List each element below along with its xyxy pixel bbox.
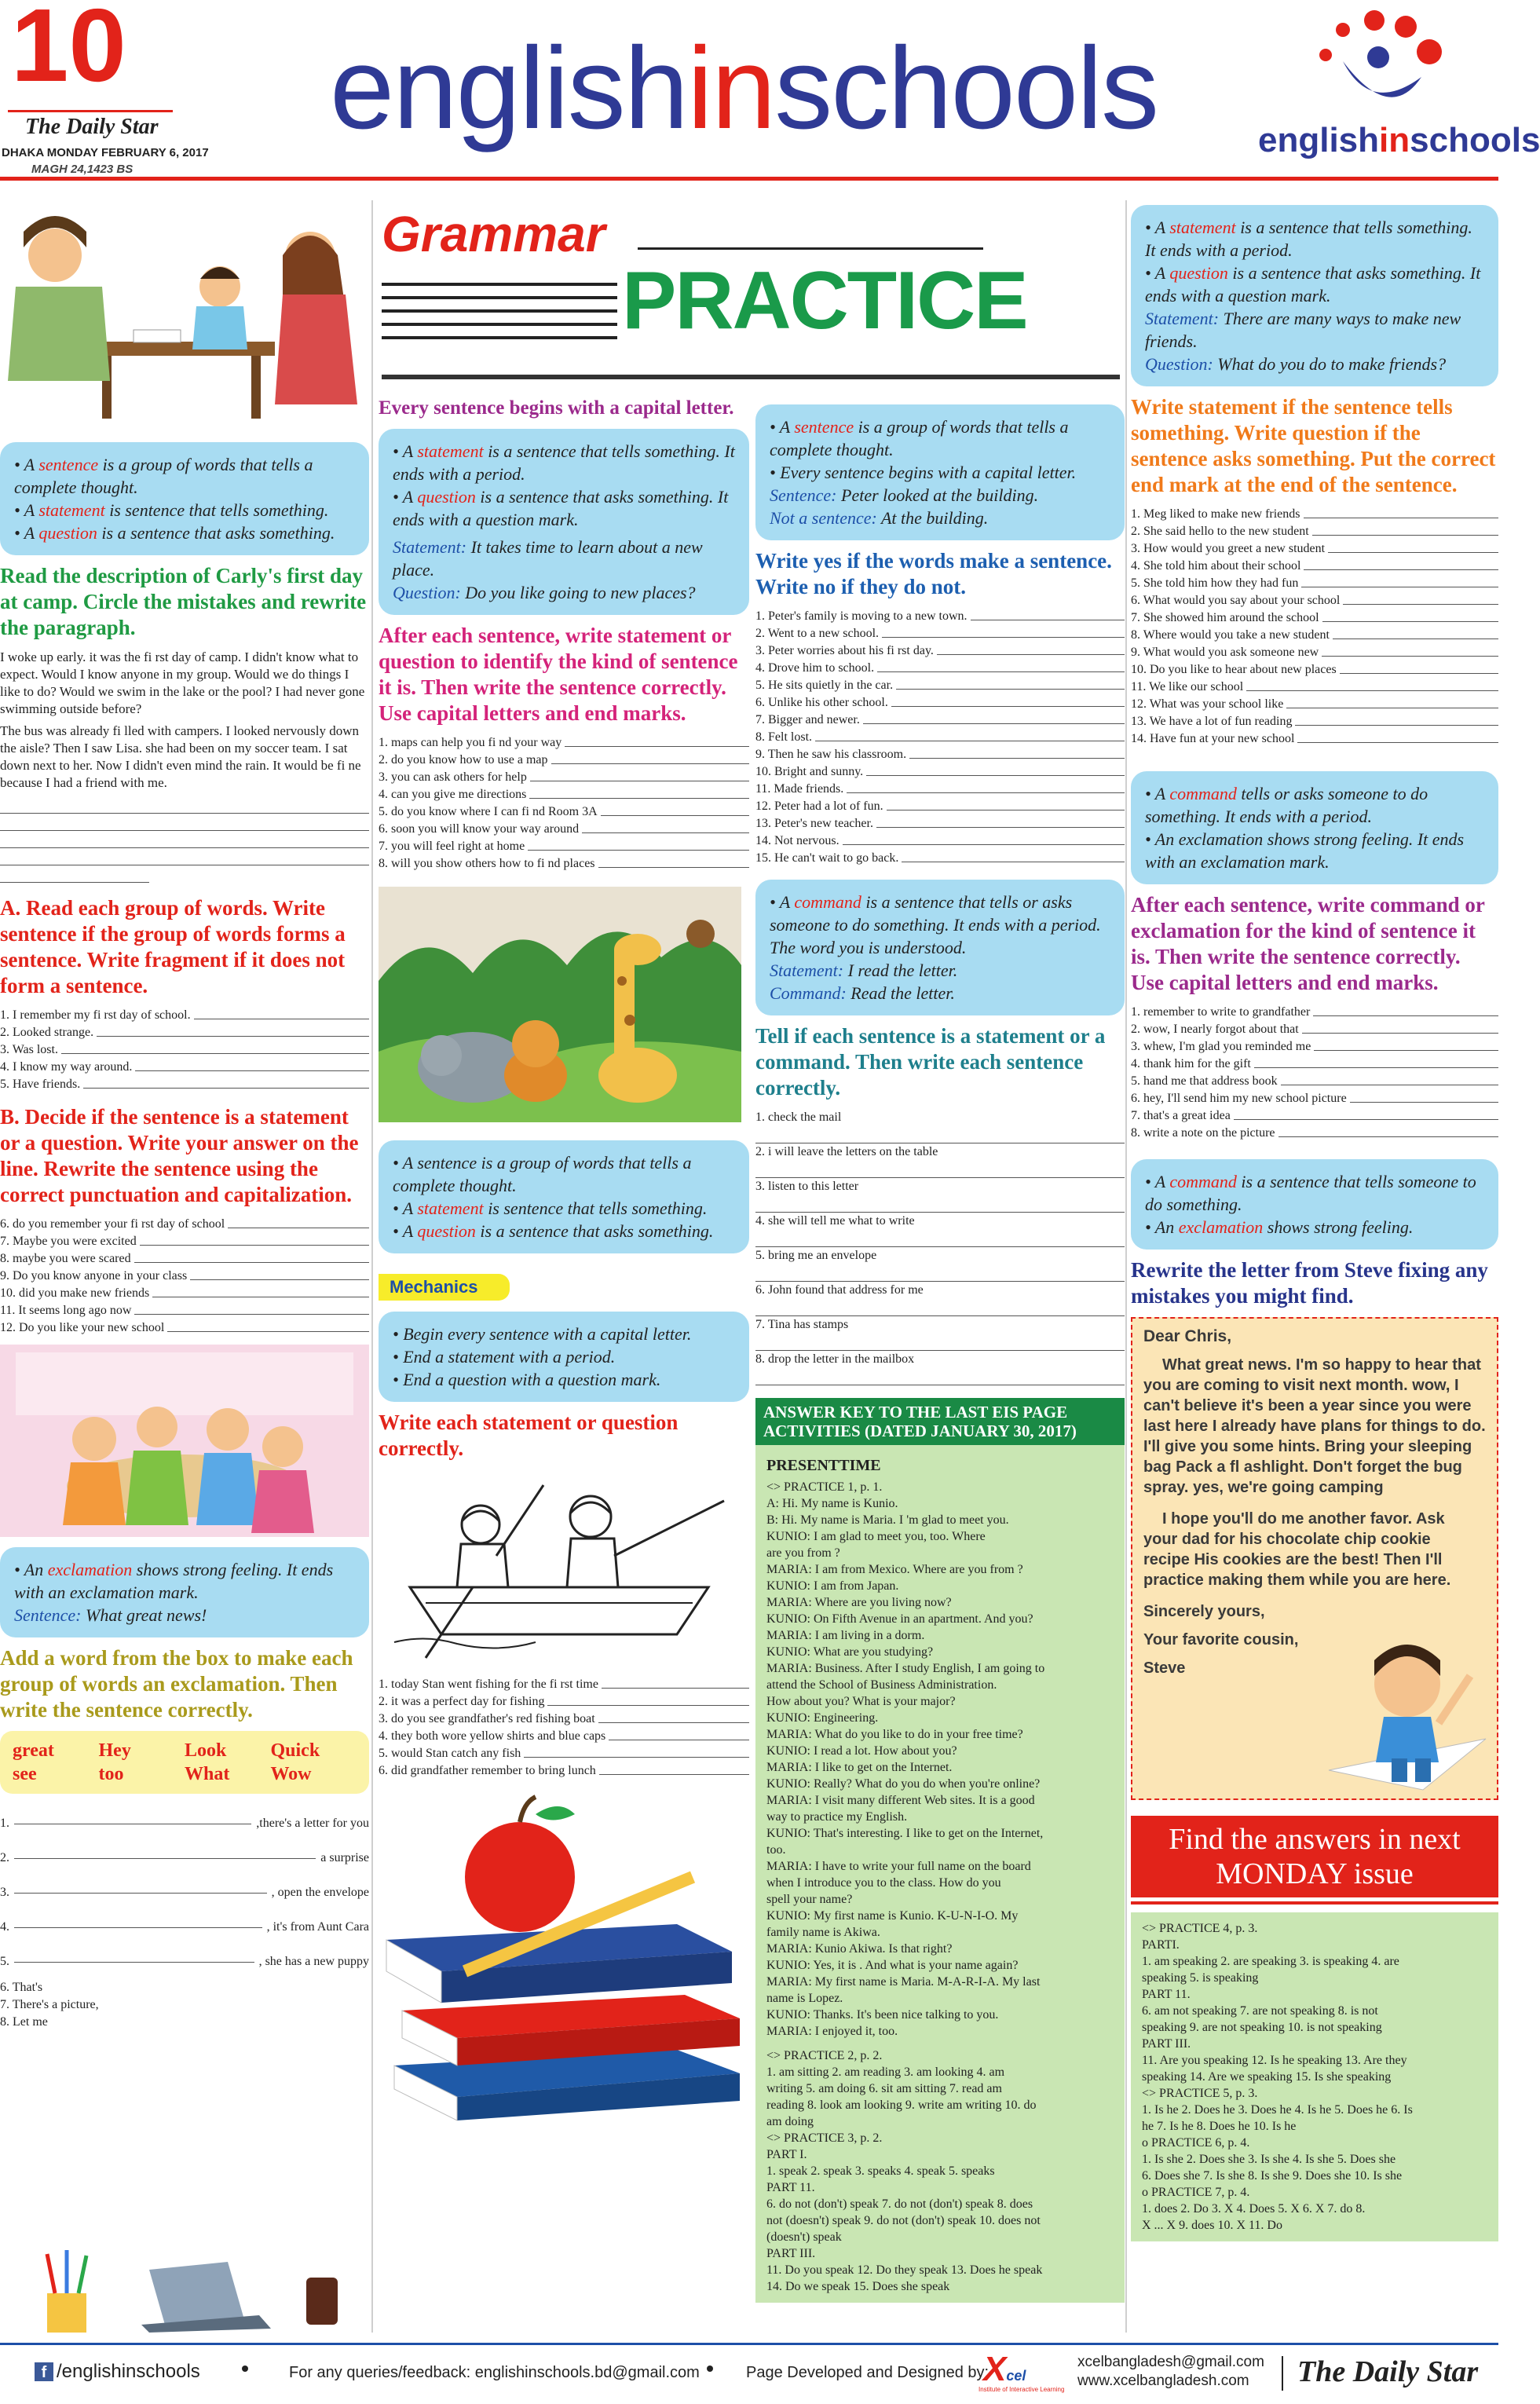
answer-key-line: MARIA: My first name is Maria. M-A-R-I-A. My last: [766, 1975, 1041, 1989]
list-item[interactable]: 2. i will leave the letters on the table: [755, 1145, 938, 1158]
list-item[interactable]: 5. would Stan catch any fish: [379, 1745, 749, 1762]
letter-box: [1131, 1317, 1498, 1800]
keyword-statement: statement: [417, 441, 484, 461]
answer-key-line: MARIA: I have to write your full name on the board: [766, 1860, 1031, 1873]
letter-closing: Your favorite cousin,: [1143, 1631, 1299, 1648]
definition-box: [0, 442, 369, 555]
answer-key-line: MARIA: Where are you living now?: [766, 1596, 952, 1609]
banner-rule: [382, 336, 617, 339]
column-4: [1131, 200, 1498, 2241]
banner-rule: [382, 296, 617, 299]
list-item[interactable]: 5. do you know where I can fi nd Room 3A: [379, 803, 749, 821]
answer-key-line: KUNIO: That's interesting. I like to get on the Internet,: [766, 1827, 1044, 1840]
answer-key-line: MARIA: What do you like to do in your free time?: [766, 1728, 1023, 1741]
keyword-sentence: sentence: [794, 417, 854, 437]
column-divider: [371, 200, 373, 2333]
answer-key-line: 1. does 2. Do 3. X 4. Does 5. X 6. X 7. do 8.: [1142, 2202, 1366, 2216]
list-item[interactable]: 11. We like our school: [1131, 679, 1498, 696]
list-item[interactable]: 5. , she has a new puppy: [0, 1955, 369, 1968]
answer-key-line: 1. Is he 2. Does he 3. Does he 4. Is he 5. Does he 6. Is: [1142, 2103, 1413, 2117]
list-item[interactable]: 8. maybe you were scared: [0, 1250, 369, 1268]
answer-key-line: o PRACTICE 7, p. 4.: [1142, 2186, 1250, 2199]
list-item[interactable]: 6. did grandfather remember to bring lunch: [379, 1762, 749, 1780]
answer-key-line: PARTI.: [1142, 1938, 1180, 1952]
keyword-exclamation: exclamation: [1178, 1217, 1264, 1237]
list-item[interactable]: 5. hand me that address book: [1131, 1073, 1498, 1090]
banner-practice: PRACTICE: [622, 255, 1027, 346]
list-item[interactable]: 11. Made friends.: [755, 781, 1125, 798]
answer-key-line: 1. Is she 2. Does she 3. Is she 4. Is she 5. Does she: [1142, 2153, 1396, 2166]
answer-key-line: <> PRACTICE 2, p. 2.: [766, 2049, 883, 2062]
word: great: [13, 1740, 54, 1761]
list-item[interactable]: 13. Peter's new teacher.: [755, 815, 1125, 832]
keyword-statement: statement: [417, 1198, 484, 1218]
answer-key-line: name is Lopez.: [766, 1992, 843, 2005]
answer-key-line: are you from ?: [766, 1546, 840, 1560]
answer-key-line: 14. Do we speak 15. Does she speak: [766, 2280, 950, 2293]
list-item[interactable]: 11. It seems long ago now: [0, 1302, 369, 1319]
camp-paragraph-2: The bus was already fi lled with campers. I looked nervously down the aisle? Then I saw Lisa. she had been on my soccer team. I sat down next to her. Now I didn't even mind the rain. It would be fi ne because I had a friend with me.: [0, 723, 361, 790]
list-item[interactable]: 10. Bright and sunny.: [755, 763, 1125, 781]
list-item[interactable]: 7. Bigger and newer.: [755, 712, 1125, 729]
keyword-sentence: sentence: [38, 455, 99, 474]
exercise-list-a: [0, 1007, 369, 1093]
bullet: • A: [14, 455, 39, 474]
answer-key-line: PART III.: [766, 2247, 816, 2260]
word: Quick: [270, 1740, 320, 1761]
xcel-logo-text: cel: [1006, 2368, 1026, 2384]
activity-heading-b: B. Decide if the sentence is a statement or a question. Write your answer on the line. Rewrite the sentence using the correct punctuation and capitalization.: [0, 1105, 359, 1206]
banner-rule: [382, 309, 617, 313]
label-not-a-sentence: Not a sentence:: [770, 508, 877, 528]
list-item[interactable]: 4. She told him about their school: [1131, 558, 1498, 575]
answer-key-line: writing 5. am doing 6. sit am sitting 7. read am: [766, 2082, 1002, 2095]
list-item[interactable]: 4. they both wore yellow shirts and blue caps: [379, 1728, 749, 1745]
answer-key-line: 1. speak 2. speak 3. speaks 4. speak 5. speaks: [766, 2164, 995, 2178]
answer-key-line: too.: [766, 1843, 786, 1857]
dateline-bs: MAGH 24,1423 BS: [31, 163, 134, 176]
mechanics-box: • Begin every sentence with a capital letter. • End a statement with a period. • End a question with a question mark.: [379, 1312, 749, 1402]
list-item[interactable]: 8. Felt lost.: [755, 729, 1125, 746]
logo-text: [1258, 121, 1540, 160]
separator-dot: [242, 2366, 248, 2372]
list-item[interactable]: 8. will you show others how to fi nd places: [379, 855, 749, 873]
answer-key-line: 11. Are you speaking 12. Is he speaking 13. Are they: [1142, 2054, 1407, 2067]
answer-key-line: speaking 14. Are we speaking 15. Is she speaking: [1142, 2070, 1392, 2084]
list-item[interactable]: 3. whew, I'm glad you reminded me: [1131, 1038, 1498, 1056]
word: too: [98, 1764, 124, 1784]
answer-key-line: KUNIO: Yes, it is . And what is your name again?: [766, 1959, 1019, 1972]
keyword-question: question: [417, 487, 476, 507]
list-item[interactable]: 4. Drove him to school.: [755, 660, 1125, 677]
xcel-logo: [983, 2350, 1026, 2389]
exercise-list-b: [0, 1216, 369, 1337]
list-item[interactable]: 1. remember to write to grandfather: [1131, 1004, 1498, 1021]
keyword-statement: statement: [1169, 218, 1236, 237]
list-item[interactable]: 7. Tina has stamps: [755, 1318, 849, 1331]
list-item[interactable]: 2. do you know how to use a map: [379, 752, 749, 769]
answer-key-line: PART 11.: [1142, 1988, 1191, 2001]
list-item[interactable]: 3. How would you greet a new student: [1131, 540, 1498, 558]
answer-key-line: How about you? What is your major?: [766, 1695, 956, 1708]
sentence-definition-box: • A sentence is a group of words that tells a complete thought. • Every sentence begins with a capital letter. Sentence: Peter looked at the building. Not a sentence: At the building.: [755, 404, 1125, 540]
list-item[interactable]: 3. Peter worries about his fi rst day.: [755, 642, 1125, 660]
fishing-boat-illustration: [379, 1469, 741, 1666]
activity-heading-a: A. Read each group of words. Write sentence if the group of words forms a sentence. Write fragment if it does not form a sentence.: [0, 896, 346, 997]
keyword-statement: statement: [38, 500, 105, 520]
activity-heading: Tell if each sentence is a statement or a command. Then write each sentence correctly.: [755, 1024, 1106, 1100]
answer-key-line: [766, 2040, 1114, 2047]
list-item[interactable]: 2. Looked strange.: [0, 1024, 369, 1041]
keyword-exclamation: exclamation: [47, 1560, 133, 1579]
answer-key-line: speaking 9. are not speaking 10. is not speaking: [1142, 2021, 1382, 2034]
word-box: [0, 1731, 369, 1794]
answer-key-line: MARIA: I like to get on the Internet.: [766, 1761, 953, 1774]
boy-on-paper-plane-illustration: [1329, 1629, 1486, 1794]
answer-key-line: 11. Do you speak 12. Do they speak 13. Does he speak: [766, 2263, 1043, 2277]
list-item[interactable]: 8. write a note on the picture: [1131, 1125, 1498, 1142]
command-box: • A command is a sentence that tells or asks someone to do something. It ends with a period. The word you is understood. Statement: I read the letter. Command: Read the letter.: [755, 880, 1125, 1015]
classroom-illustration: [0, 1345, 369, 1537]
answer-key-line: speaking 5. is speaking: [1142, 1971, 1259, 1985]
answer-key-line: X ... X 9. does 10. X 11. Do: [1142, 2219, 1282, 2232]
bullet: • A: [14, 523, 39, 543]
answer-key: [755, 1445, 1125, 2303]
answer-key-line: KUNIO: I am from Japan.: [766, 1579, 899, 1593]
divider: [1282, 2356, 1283, 2391]
activity-heading: Write each statement or question correctly.: [379, 1411, 679, 1460]
letter-closing: Sincerely yours,: [1143, 1603, 1265, 1620]
answer-key-line: o PRACTICE 6, p. 4.: [1142, 2136, 1250, 2150]
answer-key-line: 1. am speaking 2. are speaking 3. is speaking 4. are: [1142, 1955, 1399, 1968]
facebook-icon[interactable]: f: [35, 2362, 53, 2381]
answer-key-title: ANSWER KEY TO THE LAST EIS PAGE ACTIVITIES (DATED JANUARY 30, 2017): [755, 1398, 1125, 1445]
answer-key-line: KUNIO: Engineering.: [766, 1711, 879, 1725]
logo-schools: schools: [1410, 121, 1540, 159]
masthead-schools: schools: [774, 24, 1158, 153]
answer-key-line: attend the School of Business Administration.: [766, 1678, 997, 1692]
xcel-contact: [1077, 2353, 1264, 2391]
answer-key-line: not (doesn't) speak 9. do not (don't) speak 10. does not: [766, 2214, 1041, 2227]
answer-key-line: am doing: [766, 2115, 814, 2128]
answer-key-line: MARIA: I enjoyed it, too.: [766, 2025, 898, 2038]
list-item[interactable]: 3. Was lost.: [0, 1041, 369, 1059]
answer-key-continued: [1131, 1912, 1498, 2241]
definition-text: is sentence that tells something.: [104, 500, 329, 520]
label-statement: Statement:: [1145, 309, 1220, 328]
letter-greeting: Dear Chris,: [1143, 1327, 1232, 1345]
books-apple-illustration: [379, 1791, 741, 2120]
answer-key-line: <> PRACTICE 1, p. 1.: [766, 1480, 883, 1494]
column-1: [0, 200, 369, 2031]
list-item[interactable]: 7. She showed him around the school: [1131, 609, 1498, 627]
xcel-tagline: Institute of Interactive Learning: [979, 2386, 1065, 2393]
answer-key-line: <> PRACTICE 3, p. 2.: [766, 2131, 883, 2145]
letter-signature: Steve: [1143, 1659, 1186, 1677]
statement-question-box: • A statement is a sentence that tells something. It ends with a period. • A question is a sentence that asks something. It ends with a question mark. Statement: There are many ways to make new friends. Question: What do you do to make friends?: [1131, 205, 1498, 386]
list-item[interactable]: 6. John found that address for me: [755, 1283, 924, 1297]
activity-heading: Write yes if the words make a sentence. Write no if they do not.: [755, 549, 1112, 598]
list-item[interactable]: 1. check the mail: [755, 1111, 842, 1124]
keyword-command: command: [1169, 784, 1237, 803]
label-question: Question:: [393, 583, 461, 602]
list-item[interactable]: 7. There's a picture,: [0, 1998, 99, 2011]
list-item[interactable]: 1. Peter's family is moving to a new town.: [755, 608, 1125, 625]
word: Wow: [270, 1764, 312, 1784]
list-item[interactable]: 2. a surprise: [0, 1851, 369, 1864]
definition-text: is a sentence that asks something.: [97, 523, 335, 543]
definition-text: is a group of words that tells a complete thought.: [14, 455, 313, 497]
divider: [8, 110, 173, 112]
answer-key-line: <> PRACTICE 4, p. 3.: [1142, 1922, 1258, 1935]
camp-paragraph-1: I woke up early. it was the fi rst day of camp. I didn't know what to expect. Would I know anyone in my group. Would we do things I like to do? Would we swim in the lake or the pool? I had never gone swimming outside before?: [0, 649, 365, 716]
answer-key-line: PART I.: [766, 2148, 807, 2161]
answer-key-line: way to practice my English.: [766, 1810, 908, 1824]
teacher-children-illustration: [0, 200, 369, 432]
answer-key-line: 6. am not speaking 7. are not speaking 8. is not: [1142, 2004, 1378, 2018]
label-statement: Statement:: [393, 537, 467, 557]
word: see: [13, 1764, 37, 1784]
activity-heading: Add a word from the box to make each group of words an exclamation. Then write the sentence correctly.: [0, 1646, 353, 1722]
label-statement: Statement:: [770, 961, 844, 980]
activity-heading: Write statement if the sentence tells something. Write question if the sentence asks something. Put the correct end mark at the end of the sentence.: [1131, 395, 1496, 496]
label-command: Command:: [770, 983, 847, 1003]
list-item[interactable]: 6. That's: [0, 1981, 43, 1994]
answer-key-line: <> PRACTICE 5, p. 3.: [1142, 2087, 1258, 2100]
masthead-title: [330, 22, 1158, 156]
separator-dot: [707, 2366, 713, 2372]
answer-key-line: MARIA: I visit many different Web sites. It is a good: [766, 1794, 1035, 1807]
list-item[interactable]: 4. can you give me directions: [379, 786, 749, 803]
logo-english: english: [1258, 121, 1380, 159]
answer-key-line: family name is Akiwa.: [766, 1926, 880, 1939]
xcel-website[interactable]: www.xcelbangladesh.com: [1077, 2373, 1249, 2389]
letter-paragraph: I hope you'll do me another favor. Ask your dad for his chocolate chip cookie recipe His cookies are the best! Then I'll practice making them while you are here.: [1143, 1510, 1451, 1589]
list-item[interactable]: 8. Where would you take a new student: [1131, 627, 1498, 644]
list-item[interactable]: 10. Do you like to hear about new places: [1131, 661, 1498, 679]
list-item[interactable]: 3. do you see grandfather's red fishing boat: [379, 1711, 749, 1728]
list-item[interactable]: 8. drop the letter in the mailbox: [755, 1352, 915, 1366]
definition-box: • A sentence is a group of words that tells a complete thought. • A statement is sentence that tells something. • A question is a sentence that asks something.: [379, 1140, 749, 1253]
answer-key-line: he 7. Is he 8. Does he 10. Is he: [1142, 2120, 1297, 2133]
list-item[interactable]: 4. , it's from Aunt Cara: [0, 1920, 369, 1934]
column-3: [755, 200, 1125, 2303]
list-item[interactable]: 7. Maybe you were excited: [0, 1233, 369, 1250]
list-item[interactable]: 9. What would you ask someone new: [1131, 644, 1498, 661]
header-rule: [0, 177, 1498, 181]
list-item[interactable]: 4. she will tell me what to write: [755, 1214, 915, 1228]
answer-key-line: PART III.: [1142, 2037, 1191, 2051]
answer-key-line: KUNIO: I read a lot. How about you?: [766, 1744, 957, 1758]
exclamation-box: • An exclamation shows strong feeling. It ends with an exclamation mark. Sentence: What great news!: [0, 1547, 369, 1637]
grammar-practice-banner: [379, 200, 1027, 389]
list-item[interactable]: 6. do you remember your fi rst day of school: [0, 1216, 369, 1233]
exercise-list: [379, 1676, 749, 1780]
banner-rule: [382, 283, 617, 286]
command-exclamation-box: • A command is a sentence that tells someone to do something. • An exclamation shows strong feeling.: [1131, 1159, 1498, 1250]
activity-heading: After each sentence, write statement or question to identify the kind of sentence it is. Then write the sentence correctly. Use capital letters and end marks.: [379, 624, 738, 725]
list-item[interactable]: 4. I know my way around.: [0, 1059, 369, 1076]
exercise-list: [379, 734, 749, 873]
answer-key-line: KUNIO: On Fifth Avenue in an apartment. And you?: [766, 1612, 1033, 1626]
list-item[interactable]: 2. She said hello to the new student: [1131, 523, 1498, 540]
activity-heading: Rewrite the letter from Steve fixing any mistakes you might find.: [1131, 1258, 1488, 1308]
answer-key-line: MARIA: Kunio Akiwa. Is that right?: [766, 1942, 953, 1956]
list-item[interactable]: 2. Went to a new school.: [755, 625, 1125, 642]
answer-key-line: MARIA: I am living in a dorm.: [766, 1629, 925, 1642]
list-item[interactable]: 2. wow, I nearly forgot about that: [1131, 1021, 1498, 1038]
word: Look: [185, 1740, 227, 1761]
daily-star-footer-logo: The Daily Star: [1297, 2355, 1479, 2388]
list-item[interactable]: 4. thank him for the gift: [1131, 1056, 1498, 1073]
answer-key-lines: [1142, 1920, 1487, 2234]
list-item[interactable]: 7. you will feel right at home: [379, 838, 749, 855]
statement-question-box: • A statement is a sentence that tells something. It ends with a period. • A question is a sentence that asks something. It ends with a question mark. Statement: It takes time to learn about a new place. Question: Do you like going to new places?: [379, 429, 749, 615]
mechanics-label: Mechanics: [379, 1274, 510, 1301]
list-item[interactable]: 6. Unlike his other school.: [755, 694, 1125, 712]
list-item[interactable]: 8. Let me: [0, 2015, 48, 2029]
list-item[interactable]: 1. today Stan went fishing for the fi rst time: [379, 1676, 749, 1693]
answer-key-line: when I introduce you to the class. How do you: [766, 1876, 1001, 1890]
exclamation-exercise: [0, 1806, 369, 2031]
daily-star-logo: The Daily Star: [25, 115, 159, 139]
masthead-english: english: [330, 24, 688, 153]
list-item[interactable]: 12. Do you like your new school: [0, 1319, 369, 1337]
logo-mark-icon: [1296, 6, 1476, 116]
list-item[interactable]: 14. Have fun at your new school: [1131, 730, 1498, 748]
answer-key-line: PART 11.: [766, 2181, 815, 2194]
banner-rule: [382, 323, 617, 326]
label-sentence: Sentence:: [14, 1605, 82, 1625]
desk-items-illustration: [47, 2246, 361, 2333]
page-footer: [0, 2343, 1498, 2404]
feedback-email: For any queries/feedback: englishinschools.bd@gmail.com: [289, 2364, 700, 2381]
answer-key-line: (doesn't) speak: [766, 2230, 842, 2244]
list-item[interactable]: 15. He can't wait to go back.: [755, 850, 1125, 867]
keyword-question: question: [417, 1221, 476, 1241]
list-item[interactable]: 5. She told him how they had fun: [1131, 575, 1498, 592]
label-sentence: Sentence:: [770, 485, 837, 505]
xcel-logo-x: X: [983, 2350, 1007, 2388]
subheading: Every sentence begins with a capital letter.: [379, 397, 734, 419]
answer-key-line: B: Hi. My name is Maria. I 'm glad to meet you.: [766, 1513, 1009, 1527]
list-item[interactable]: 3. listen to this letter: [755, 1180, 859, 1193]
list-item[interactable]: 6. What would you say about your school: [1131, 592, 1498, 609]
exercise-list: [755, 1109, 1125, 1385]
list-item[interactable]: 12. Peter had a lot of fun.: [755, 798, 1125, 815]
keyword-command: command: [794, 892, 861, 912]
list-item[interactable]: 5. bring me an envelope: [755, 1249, 877, 1262]
answer-key-line: 6. do not (don't) speak 7. do not (don't) speak 8. does: [766, 2197, 1033, 2211]
exercise-list: [1131, 1004, 1498, 1142]
list-item[interactable]: 5. Have friends.: [0, 1076, 369, 1093]
xcel-email[interactable]: xcelbangladesh@gmail.com: [1077, 2354, 1264, 2370]
list-item[interactable]: 2. it was a perfect day for fishing: [379, 1693, 749, 1711]
list-item[interactable]: 13. We have a lot of fun reading: [1131, 713, 1498, 730]
jungle-animals-illustration: [379, 887, 741, 1122]
answer-key-line: MARIA: Business. After I study English, I am going to: [766, 1662, 1045, 1675]
list-item[interactable]: 1. ,there's a letter for you: [0, 1817, 369, 1830]
command-exclamation-box: • A command tells or asks someone to do something. It ends with a period. • An exclamation shows strong feeling. It ends with an exclamation mark.: [1131, 771, 1498, 884]
writing-lines[interactable]: [0, 796, 369, 883]
list-item[interactable]: 10. did you make new friends: [0, 1285, 369, 1302]
answer-key-line: KUNIO: Thanks. It's been nice talking to you.: [766, 2008, 999, 2022]
answer-key-line: 6. Does she 7. Is she 8. Is she 9. Does she 10. Is she: [1142, 2169, 1403, 2183]
answer-key-line: A: Hi. My name is Kunio.: [766, 1497, 898, 1510]
answer-key-line: reading 8. look am looking 9. write am writing 10. do: [766, 2098, 1037, 2112]
list-item[interactable]: 5. He sits quietly in the car.: [755, 677, 1125, 694]
exercise-list: [755, 608, 1125, 867]
answer-key-subtitle: PRESENTTIME: [766, 1457, 881, 1474]
activity-heading: Read the description of Carly's first day at camp. Circle the mistakes and rewrite the paragraph.: [0, 564, 367, 639]
list-item[interactable]: 9. Then he saw his classroom.: [755, 746, 1125, 763]
list-item[interactable]: 12. What was your school like: [1131, 696, 1498, 713]
word: What: [185, 1764, 230, 1784]
list-item[interactable]: 1. I remember my fi rst day of school.: [0, 1007, 369, 1024]
list-item[interactable]: 1. maps can help you fi nd your way: [379, 734, 749, 752]
answer-key-line: spell your name?: [766, 1893, 853, 1906]
list-item[interactable]: 3. you can ask others for help: [379, 769, 749, 786]
label-question: Question:: [1145, 354, 1213, 374]
banner-grammar: Grammar: [382, 206, 605, 262]
list-item[interactable]: 14. Not nervous.: [755, 832, 1125, 850]
dateline: DHAKA MONDAY FEBRUARY 6, 2017: [2, 146, 209, 159]
column-divider: [1125, 200, 1127, 2333]
activity-heading: After each sentence, write command or exclamation for the kind of sentence it is. Then write the sentence correctly. Use capital letters and end marks.: [1131, 893, 1485, 994]
keyword-command: command: [1169, 1172, 1237, 1191]
keyword-question: question: [38, 523, 97, 543]
exercise-list: [1131, 506, 1498, 748]
bullet: • A: [14, 500, 39, 520]
answer-key-line: MARIA: I am from Mexico. Where are you from ?: [766, 1563, 1023, 1576]
answer-key-line: KUNIO: My first name is Kunio. K-U-N-I-O. My: [766, 1909, 1019, 1923]
answer-key-lines: [766, 1479, 1114, 2295]
list-item[interactable]: 9. Do you know anyone in your class: [0, 1268, 369, 1285]
list-item[interactable]: 6. hey, I'll send him my new school picture: [1131, 1090, 1498, 1107]
page-header: [0, 0, 1540, 182]
list-item[interactable]: 7. that's a great idea: [1131, 1107, 1498, 1125]
list-item[interactable]: 1. Meg liked to make new friends: [1131, 506, 1498, 523]
list-item[interactable]: 3. , open the envelope: [0, 1886, 369, 1899]
facebook-link[interactable]: /englishinschools: [57, 2361, 200, 2382]
answer-key-line: KUNIO: What are you studying?: [766, 1645, 934, 1659]
word: Hey: [98, 1740, 131, 1761]
list-item[interactable]: 6. soon you will know your way around: [379, 821, 749, 838]
answer-key-line: 1. am sitting 2. am reading 3. am looking 4. am: [766, 2066, 1005, 2079]
answer-key-line: KUNIO: I am glad to meet you, too. Where: [766, 1530, 986, 1543]
keyword-question: question: [1169, 263, 1228, 283]
answer-key-line: KUNIO: Really? What do you do when you're online?: [766, 1777, 1041, 1791]
masthead-in: in: [687, 24, 775, 153]
page-number: 10: [11, 0, 126, 103]
logo-in: in: [1379, 121, 1410, 159]
find-answers-banner: Find the answers in next MONDAY issue: [1131, 1816, 1498, 1901]
developer-credit: Page Developed and Designed by:: [746, 2364, 989, 2381]
letter-paragraph: What great news. I'm so happy to hear that you are coming to visit next month. wow, I can't believe it's been a year since you were last here I already have plans for things to do. I'll give you some hints. Bring your sleeping bag Pack a fl ashlight. Don't forget the bug spray. yes, we're going camping: [1143, 1356, 1486, 1496]
